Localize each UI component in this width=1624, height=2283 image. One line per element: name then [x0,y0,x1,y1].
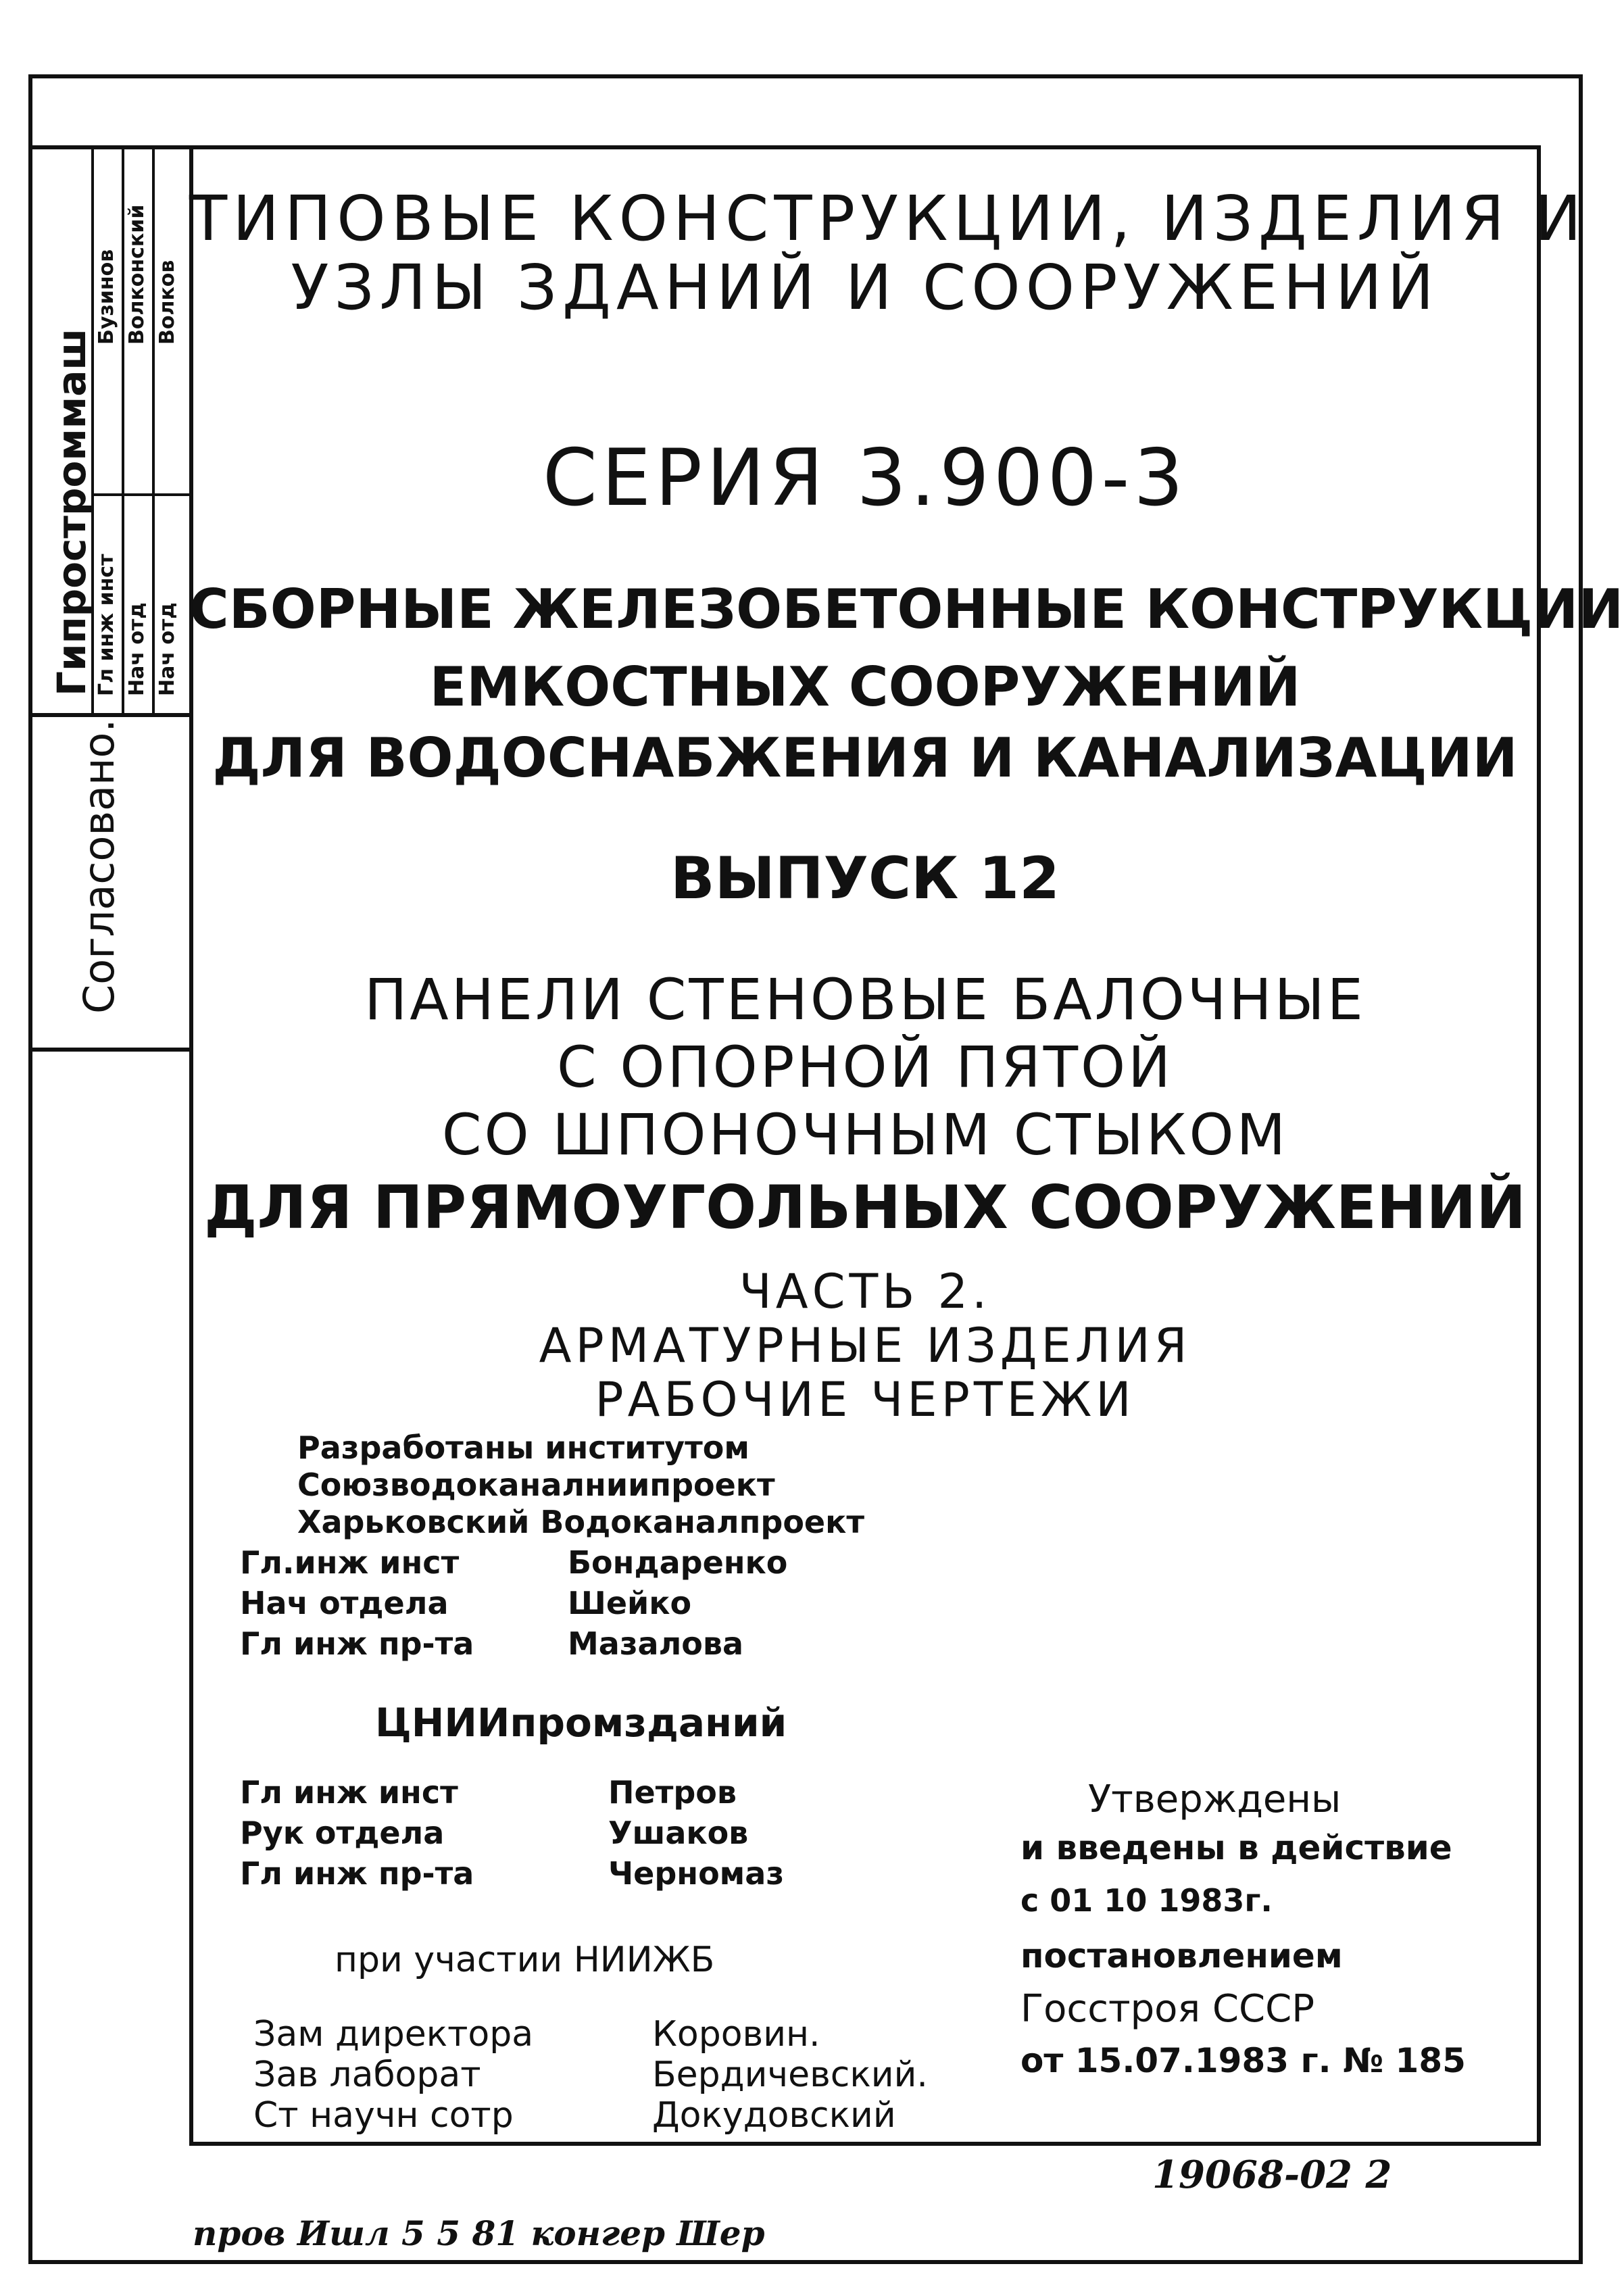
stamp-row-split [91,493,189,496]
approval-line-5: Госстроя СССР [1020,1987,1314,2031]
panel-line-1: ПАНЕЛИ СТЕНОВЫЕ БАЛОЧНЫЕ [364,966,1366,1033]
staff3-position-1: Зам директора [253,2014,534,2055]
part-subtitle-2: РАБОЧИЕ ЧЕРТЕЖИ [595,1372,1135,1427]
title-line-1: ТИПОВЫЕ КОНСТРУКЦИИ, ИЗДЕЛИЯ И [189,182,1587,255]
subtitle-line-2: ЕМКОСТНЫХ СООРУЖЕНИЙ [429,656,1301,718]
approval-line-2: и введены в действие [1020,1828,1452,1867]
stamp-border-left [28,145,32,1051]
staff2-position-3: Гл инж пр-та [240,1855,474,1892]
stamp-org: Гипростроммаш [49,328,95,696]
staff3-position-3: Ст научн сотр [253,2095,514,2136]
title-line-2: УЗЛЫ ЗДАНИЙ И СООРУЖЕНИЙ [291,251,1440,324]
document-code: 19068-02 2 [1152,2153,1392,2197]
staff3-name-2: Бердичевский. [652,2055,928,2095]
subtitle-line-1: СБОРНЫЕ ЖЕЛЕЗОБЕТОННЫЕ КОНСТРУКЦИИ [189,578,1624,641]
approval-line-1: Утверждены [1088,1777,1342,1821]
developers-intro-1: Разработаны институтом [297,1429,749,1466]
staff1-name-2: Шейко [568,1585,692,1621]
approval-line-6: от 15.07.1983 г. № 185 [1020,2041,1466,2080]
developers-intro-3: Харьковский Водоканалпроект [297,1504,865,1540]
panel-line-2: С ОПОРНОЙ ПЯТОЙ [556,1034,1174,1100]
stamp-position-1: Гл инж инст [95,554,118,696]
org-tsnii: ЦНИИпромзданий [375,1700,787,1746]
staff2-position-2: Рук отдела [240,1815,445,1851]
staff2-position-1: Гл инж инст [240,1774,458,1811]
part-subtitle-1: АРМАТУРНЫЕ ИЗДЕЛИЯ [539,1318,1191,1373]
series-title: СЕРИЯ 3.900-3 [542,433,1188,524]
participation: при участии НИИЖБ [335,1940,715,1980]
staff1-position-2: Нач отдела [240,1585,449,1621]
staff3-name-1: Коровин. [652,2014,820,2055]
stamp-approved: Согласовано. [74,718,124,1014]
stamp-position-2: Нач отд [125,602,149,696]
staff1-position-3: Гл инж пр-та [240,1625,474,1662]
staff1-position-1: Гл.инж инст [240,1544,460,1581]
developers-intro-2: Союзводоканалниипроект [297,1467,775,1503]
panel-line-3: СО ШПОНОЧНЫМ СТЫКОМ [441,1102,1289,1168]
staff1-name-3: Мазалова [568,1625,744,1662]
staff2-name-3: Черномаз [608,1855,785,1892]
approval-line-3: с 01 10 1983г. [1020,1882,1273,1919]
issue-number: ВЫПУСК 12 [670,845,1060,912]
stamp-name-1: Бузинов [95,249,118,345]
stamp-divider-3 [152,145,155,713]
footer-handwritten-note: пров Ишл 5 5 81 конгер Шер [193,2213,765,2253]
stamp-divider-end [28,1048,189,1052]
part-number: ЧАСТЬ 2. [739,1264,991,1319]
staff2-name-2: Ушаков [608,1815,749,1851]
staff2-name-1: Петров [608,1774,737,1811]
staff1-name-1: Бондаренко [568,1544,788,1581]
stamp-position-3: Нач отд [155,602,179,696]
stamp-name-3: Волков [155,260,179,345]
staff3-position-2: Зав лаборат [253,2055,481,2095]
stamp-divider-top [28,145,189,149]
staff3-name-3: Докудовский [652,2095,896,2136]
panel-line-4: ДЛЯ ПРЯМОУГОЛЬНЫХ СООРУЖЕНИЙ [204,1173,1526,1242]
stamp-divider-bottom [28,713,189,717]
stamp-divider-2 [122,145,124,713]
subtitle-line-3: ДЛЯ ВОДОСНАБЖЕНИЯ И КАНАЛИЗАЦИИ [212,727,1518,789]
stamp-name-2: Волконский [125,204,149,345]
approval-line-4: постановлением [1020,1936,1343,1975]
